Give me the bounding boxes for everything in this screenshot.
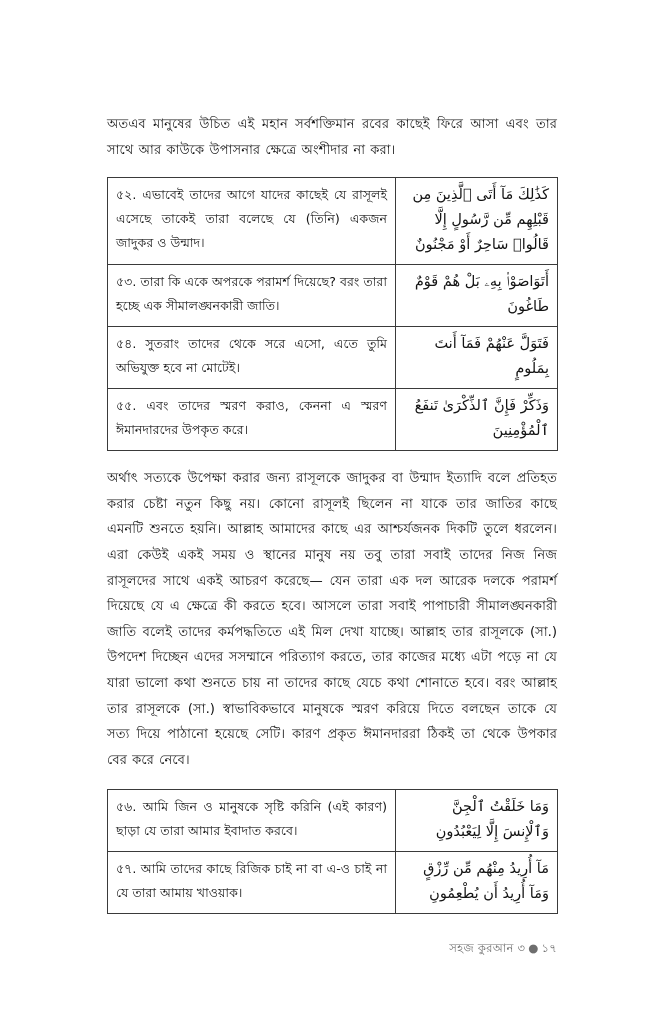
page-content xyxy=(107,112,557,914)
table-row xyxy=(108,389,558,451)
page-footer xyxy=(107,940,557,959)
verse-bengali-54: ৫৪. সুতরাং তাদের থেকে সরে এসো, এতে তুমি অভিযুক্ত হবে না মোটেই। xyxy=(108,327,396,389)
intro-paragraph: অতএব মানুষের উচিত এই মহান সর্বশক্তিমান রবের কাছেই ফিরে আসা এবং তার সাথে আর কাউকে উপাসনার ক্ষেত্রে অংশীদার না করা। xyxy=(107,117,557,158)
verse-bengali-56: ৫৬. আমি জিন ও মানুষকে সৃষ্টি করিনি (এই কারণ) ছাড়া যে তারা আমার ইবাদাত করবে। xyxy=(108,790,396,852)
table-row xyxy=(108,327,558,389)
verse-arabic-52: كَذَٰلِكَ مَآ أَتَى ٱلَّذِينَ مِن قَبْلِهِم مِّن رَّسُولٍ إِلَّا قَالُوا۟ سَاحِرٌ أَوْ مَجْنُونٌ xyxy=(396,178,558,265)
verse-arabic-53: أَتَوَاصَوْا۟ بِهِۦ بَلْ هُمْ قَوْمٌ طَاغُونَ xyxy=(396,265,558,327)
verse-arabic-57: مَآ أُرِيدُ مِنْهُم مِّن رِّزْقٍ وَمَآ أُرِيدُ أَن يُطْعِمُونِ xyxy=(396,852,558,914)
verse-bengali-57: ৫৭. আমি তাদের কাছে রিজিক চাই না বা এ-ও চাই না যে তারা আমায় খাওয়াক। xyxy=(108,852,396,914)
verse-arabic-54: فَتَوَلَّ عَنْهُمْ فَمَآ أَنتَ بِمَلُومٍ xyxy=(396,327,558,389)
table-row xyxy=(108,852,558,914)
table-row xyxy=(108,790,558,852)
main-commentary-paragraph: অর্থাৎ সত্যকে উপেক্ষা করার জন্য রাসূলকে জাদুকর বা উন্মাদ ইত্যাদি বলে প্রতিহত করার চেষ্টা নতুন কিছু নয়। কোনো রাসূলই ছিলেন না যাকে তার জাতির কাছে এমনটি শুনতে হয়নি। আল্লাহ আমাদের কাছে এর আশ্চর্যজনক দিকটি তুলে ধরলেন। এরা কেউই একই সময় ও স্থানের মানুষ নয় তবু তারা সবাই তাদের নিজ নিজ রাসূলদের সাথে একই আচরণ করেছে— যেন তারা এক দল আরেক দলকে পরামর্শ দিয়েছে যে এ ক্ষেত্রে কী করতে হবে। আসলে তারা সবাই পাপাচারী সীমালঙ্ঘনকারী জাতি বলেই তাদের কর্মপদ্ধতিতে এই মিল দেখা যাচ্ছে। আল্লাহ তার রাসূলকে (সা.) উপদেশ দিচ্ছেন এদের সসম্মানে পরিত্যাগ করতে, তার কাজের মধ্যে এটা পড়ে না যে যারা ভালো কথা শুনতে চায় না তাদের কাছে যেচে কথা শোনাতে হবে। বরং আল্লাহ তার রাসূলকে (সা.) স্বাভাবিকভাবে মানুষকে স্মরণ করিয়ে দিতে বলছেন তাকে যে সত্য দিয়ে পাঠানো হয়েছে সেটি। কারণ প্রকৃত ঈমানদাররা ঠিকই তা থেকে উপকার বের করে নেবে। xyxy=(107,471,557,768)
verse-table-2 xyxy=(107,789,558,914)
footer-separator: ● xyxy=(528,941,539,955)
footer-book-title: সহজ কুরআন ৩ xyxy=(449,941,526,955)
verse-bengali-52: ৫২. এভাবেই তাদের আগে যাদের কাছেই যে রাসূলই এসেছে তাকেই তারা বলেছে যে (তিনি) একজন জাদুকর ও উন্মাদ। xyxy=(108,178,396,265)
table-row xyxy=(108,178,558,265)
verse-bengali-53: ৫৩. তারা কি একে অপরকে পরামর্শ দিয়েছে? বরং তারা হচ্ছে এক সীমালঙ্ঘনকারী জাতি। xyxy=(108,265,396,327)
footer-page-number: ১৭ xyxy=(541,941,557,955)
verse-arabic-56: وَمَا خَلَقْتُ ٱلْجِنَّ وَٱلْإِنسَ إِلَّا لِيَعْبُدُونِ xyxy=(396,790,558,852)
table-row xyxy=(108,265,558,327)
verse-arabic-55: وَذَكِّرْ فَإِنَّ ٱلذِّكْرَىٰ تَنفَعُ ٱلْمُؤْمِنِينَ xyxy=(396,389,558,451)
verse-table-1 xyxy=(107,177,558,451)
verse-bengali-55: ৫৫. এবং তাদের স্মরণ করাও, কেননা এ স্মরণ ঈমানদারদের উপকৃত করে। xyxy=(108,389,396,451)
